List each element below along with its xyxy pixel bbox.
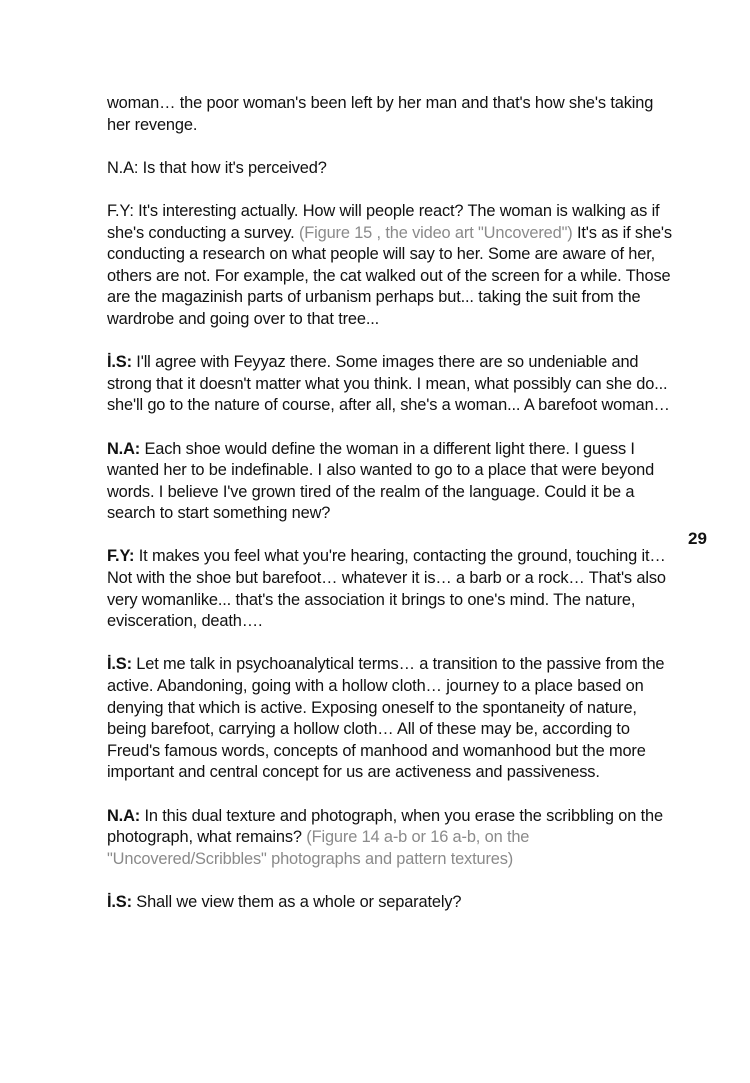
paragraph-text: Shall we view them as a whole or separately? — [131, 892, 462, 911]
paragraph — [107, 806, 672, 871]
speaker-label: İ.S: — [107, 353, 132, 372]
speaker-label: İ.S: — [107, 655, 132, 674]
document-body — [107, 93, 672, 935]
speaker-label: İ.S: — [107, 892, 132, 911]
speaker-label: N.A: — [107, 439, 141, 458]
paragraph — [107, 439, 672, 525]
paragraph-text: F.Y: It's interesting actually. How will people react? The woman is walking as if she's conducting a survey. — [107, 201, 660, 242]
paragraph-text: woman… the poor woman's been left by her man and that's how she's taking her revenge. — [107, 94, 654, 134]
paragraph-text: It makes you feel what you're hearing, contacting the ground, touching it… Not with the shoe but barefoot… whatever it is… a barb or a rock… That's also very womanlike... that's the association it brings to one's mind. The nature, evisceration, death…. — [107, 547, 666, 631]
page-number: 29 — [688, 529, 707, 548]
paragraph — [107, 892, 672, 914]
paragraph-text: Each shoe would define the woman in a different light there. I guess I wanted her to be indefinable. I also wanted to go to a place that were beyond words. I believe I've grown tired of the realm of the language. Could it be a search to start something new? — [107, 439, 655, 523]
paragraph-text: I'll agree with Feyyaz there. Some images there are so undeniable and strong that it doesn't matter what you think. I mean, what possibly can she do... she'll go to the nature of course, after all, she's a woman... A barefoot woman… — [107, 353, 670, 415]
paragraph-text: Let me talk in psychoanalytical terms… a transition to the passive from the active. Abandoning, going with a hollow cloth… journey to a place based on denying that which is active. Exposing oneself to the spontaneity of nature, being barefoot, carrying a hollow cloth… All of these may be, according to Freud's famous words, concepts of manhood and womanhood but the more important and central concept for us are activeness and passiveness. — [107, 655, 665, 782]
paragraph — [107, 654, 672, 784]
speaker-label: N.A: — [107, 806, 141, 825]
paragraph-text: In this dual texture and photograph, when you erase the scribbling on the photograph, what remains? — [107, 806, 663, 847]
speaker-label: F.Y: — [107, 547, 135, 566]
paragraph — [107, 352, 672, 417]
paragraph — [107, 546, 672, 632]
paragraph-text: It's as if she's conducting a research on what people will say to her. Some are aware of her, others are not. For example, the cat walked out of the screen for a while. Those are the magazinish parts of urbanism perhaps but... taking the suit from the wardrobe and going over to that tree... — [107, 223, 672, 328]
paragraph — [107, 93, 672, 136]
paragraph — [107, 158, 672, 180]
figure-reference: (Figure 15 , the video art "Uncovered") — [298, 223, 573, 242]
paragraph — [107, 201, 672, 331]
paragraph-text: N.A: Is that how it's perceived? — [107, 158, 327, 177]
figure-reference: (Figure 14 a-b or 16 a-b, on the "Uncovered/Scribbles" photographs and pattern textures) — [107, 828, 530, 868]
